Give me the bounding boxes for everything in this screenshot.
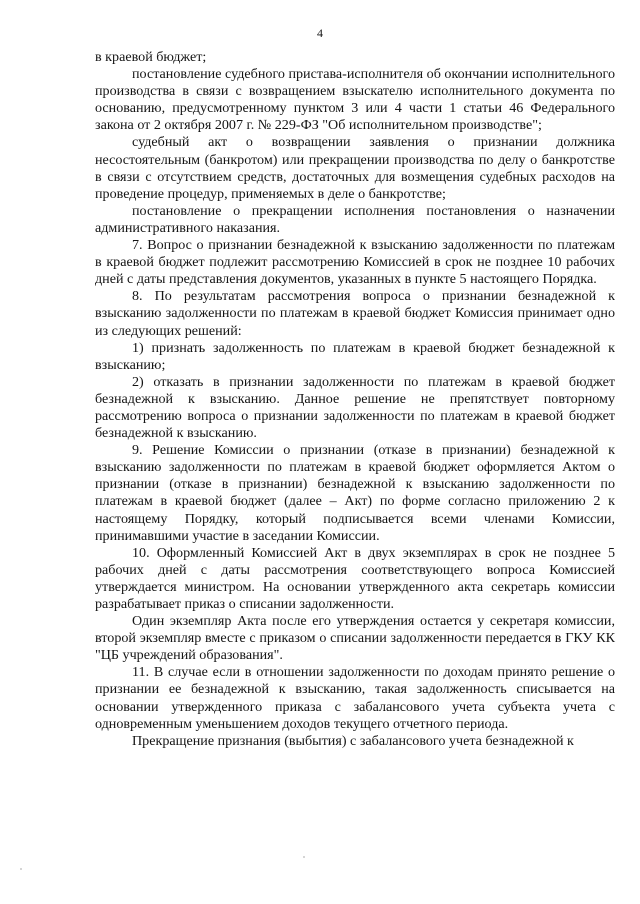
- paragraph-item-9: 9. Решение Комиссии о признании (отказе в признании) безнадежной к взысканию задолженности по платежам в краевой бюджет оформляется Актом о признании (отказе в признании) безнадежной к взысканию задолженности по платежам в краевой бюджет (далее – Акт) по форме согласно приложению 2 к настоящему Порядку, который подписывается всеми членами Комиссии, принимавшими участие в заседании Комиссии.: [95, 442, 615, 544]
- document-body: [95, 49, 615, 750]
- scan-speck: [303, 856, 305, 858]
- scan-speck: [20, 868, 22, 870]
- paragraph-bailiff-resolution: постановление судебного пристава-исполнителя об окончании исполнительного производства в связи с возвращением взыскателю исполнительного документа по основанию, предусмотренному пунктом 3 или 4 части 1 статьи 46 Федерального закона от 2 октября 2007 г. № 229-ФЗ "Об исполнительном производстве";: [95, 66, 615, 134]
- paragraph-item-7: 7. Вопрос о признании безнадежной к взысканию задолженности по платежам в краевой бюджет подлежит рассмотрению Комиссией в срок не позднее 10 рабочих дней с даты представления документов, указанных в пункте 5 настоящего Порядка.: [95, 237, 615, 288]
- page-number: 4: [317, 26, 323, 40]
- paragraph-termination-resolution: постановление о прекращении исполнения постановления о назначении административного наказания.: [95, 202, 615, 236]
- paragraph-decision-2: 2) отказать в признании задолженности по платежам в краевой бюджет безнадежной к взысканию. Данное решение не препятствует повторному рассмотрению вопроса о признании задолженности по платежам в краевой бюджет безнадежной к взысканию.: [95, 373, 615, 442]
- paragraph-decision-1: 1) признать задолженность по платежам в краевой бюджет безнадежной к взысканию;: [95, 339, 615, 373]
- paragraph-item-8: 8. По результатам рассмотрения вопроса о признании безнадежной к взысканию задолженности по платежам в краевой бюджет Комиссия принимает одно из следующих решений:: [95, 288, 615, 339]
- paragraph-court-act: судебный акт о возвращении заявления о признании должника несостоятельным (банкротом) или прекращении производства по делу о банкротстве в связи с отсутствием средств, достаточных для возмещения судебных расходов на проведение процедур, применяемых в деле о банкротстве;: [95, 134, 615, 202]
- paragraph-item-11: 11. В случае если в отношении задолженности по доходам принято решение о признании ее безнадежной к взысканию, такая задолженность списывается на основании утвержденного приказа с забалансового учета субъекта учета с одновременным уменьшением доходов текущего отчетного периода.: [95, 664, 615, 732]
- paragraph-item-10: 10. Оформленный Комиссией Акт в двух экземплярах в срок не позднее 5 рабочих дней с даты рассмотрения соответствующего вопроса Комиссией утверждается министром. На основании утвержденного акта секретарь комиссии разрабатывает приказ о списании задолженности.: [95, 544, 615, 612]
- paragraph-derecognition: Прекращение признания (выбытия) с забалансового учета безнадежной к: [132, 732, 574, 749]
- paragraph-continuation: в краевой бюджет;: [95, 49, 207, 65]
- paragraph-act-copies: Один экземпляр Акта после его утверждения остается у секретаря комиссии, второй экземпляр вместе с приказом о списании задолженности передается в ГКУ КК "ЦБ учреждений образования".: [95, 613, 615, 664]
